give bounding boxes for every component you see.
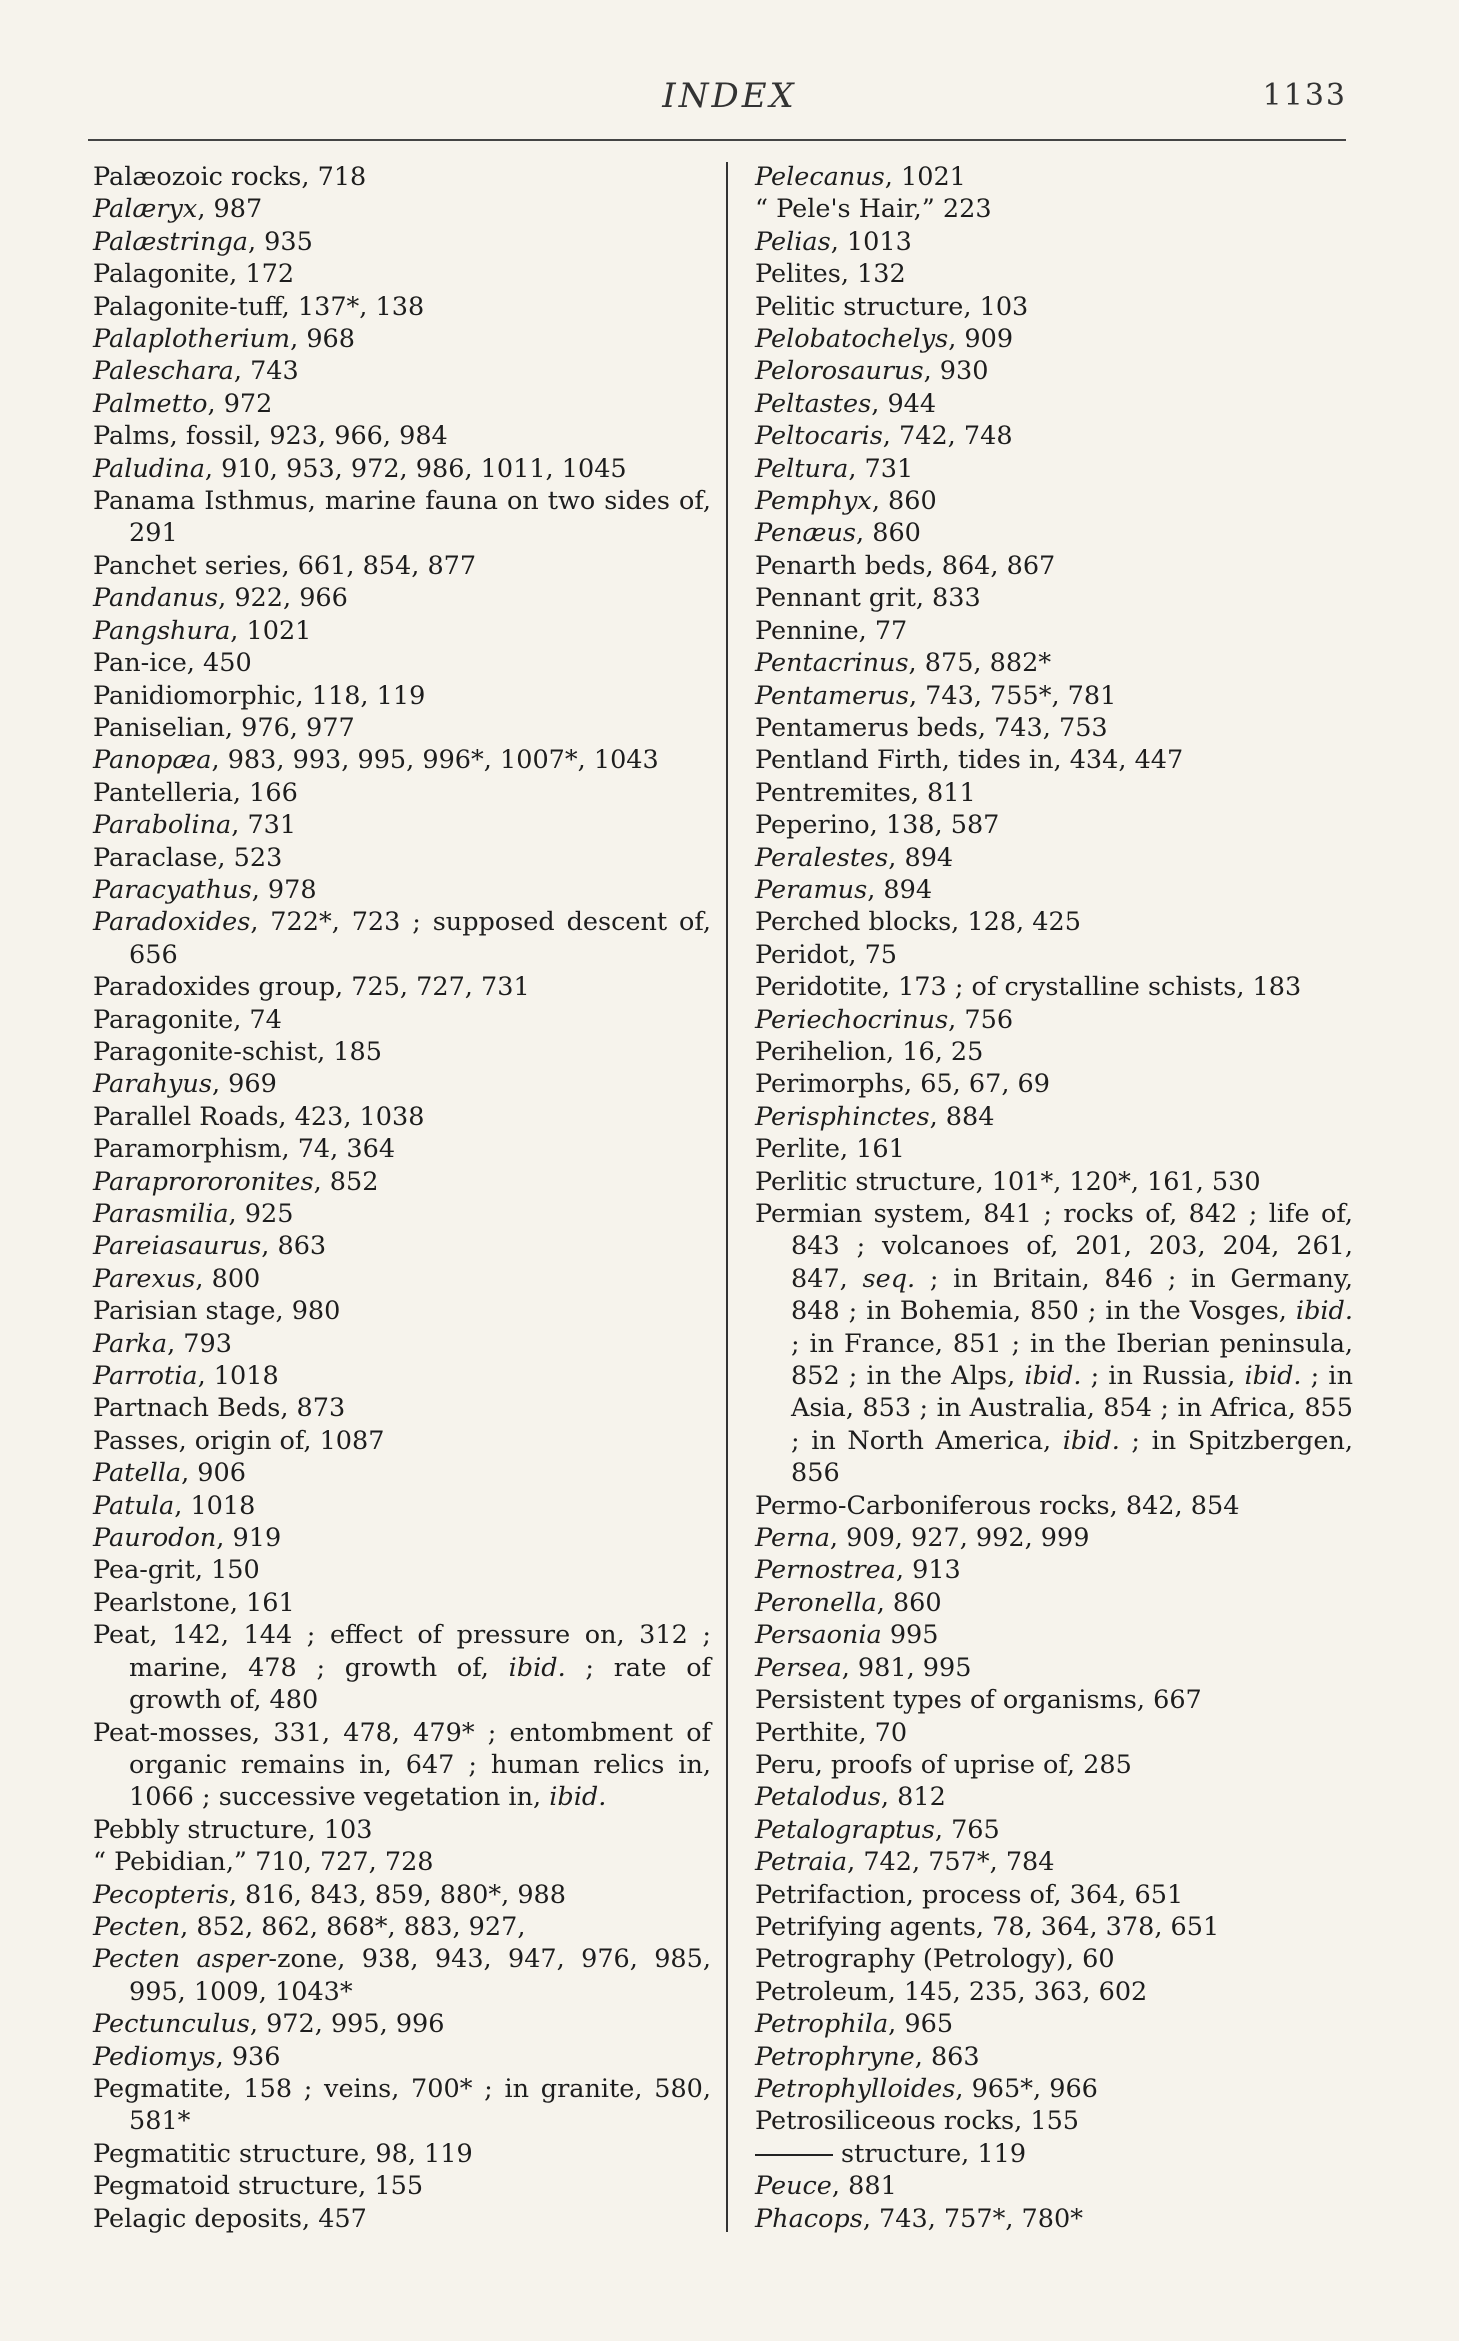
index-entry: [93, 842, 711, 874]
index-entry: [93, 323, 711, 355]
entry-text: , 742, 757*, 784: [847, 1847, 1055, 1878]
index-entry: [755, 1652, 1353, 1684]
italic-term: Petraia: [755, 1847, 848, 1878]
italic-term: Palmetto: [93, 388, 208, 419]
page-number: 1133: [1262, 78, 1347, 113]
italic-term: Paurodon: [93, 1523, 217, 1554]
italic-term: Penæus: [755, 518, 857, 549]
index-entry: [755, 1911, 1353, 1943]
header-rule: [88, 139, 1346, 141]
entry-text: , 863: [914, 2041, 980, 2072]
entry-text: , 731: [231, 810, 297, 841]
entry-text: , 800: [195, 1263, 261, 1294]
italic-term: Palæryx: [93, 194, 198, 225]
italic-term: Paraprororonites: [93, 1166, 314, 1197]
italic-term: Parabolina: [93, 810, 232, 841]
entry-text: Peat-mosses, 331, 478, 479* ; entombment of organic remains in, 647 ; human relics in, 1066 ; successive vegetation in,: [93, 1717, 711, 1813]
index-entry: [93, 906, 711, 971]
entry-text: , 972, 995, 996: [249, 2009, 445, 2040]
index-entry: [755, 161, 1353, 193]
entry-text: , 743: [233, 356, 299, 387]
italic-term: Palæstringa: [93, 226, 248, 257]
entry-text: Perimorphs, 65, 67, 69: [755, 1069, 1050, 1100]
index-entry: [93, 1263, 711, 1295]
entry-text: Paramorphism, 74, 364: [93, 1134, 396, 1165]
index-entry: [755, 842, 1353, 874]
index-entry: [93, 647, 711, 679]
entry-text: Paradoxides group, 725, 727, 731: [93, 972, 530, 1003]
index-entry: [755, 2008, 1353, 2040]
index-entry: [755, 1522, 1353, 1554]
entry-text: , 765: [934, 1814, 1000, 1845]
italic-term: Patula: [93, 1490, 175, 1521]
entry-text: , 978: [251, 874, 317, 905]
entry-text: , 743, 755*, 781: [908, 680, 1117, 711]
entry-text: , 965: [888, 2009, 954, 2040]
index-entry: [755, 615, 1353, 647]
entry-text: , 875, 882*: [908, 648, 1052, 679]
index-entry: [755, 777, 1353, 809]
entry-text: Pearlstone, 161: [93, 1587, 295, 1618]
entry-text: Paniselian, 976, 977: [93, 712, 355, 743]
entry-text: -zone, 938, 943, 947, 976, 985, 995, 1009, 1043*: [129, 1944, 711, 2007]
index-entry: [93, 485, 711, 550]
index-entry: [755, 2105, 1353, 2137]
entry-text: 995: [881, 1620, 939, 1651]
entry-text: Perched blocks, 128, 425: [755, 907, 1081, 938]
entry-text: Pan-ice, 450: [93, 648, 252, 679]
index-entry: [755, 1717, 1353, 1749]
italic-term: Parka: [93, 1328, 168, 1359]
index-entry: [755, 809, 1353, 841]
italic-term: Paracyathus: [93, 874, 252, 905]
index-entry: [755, 420, 1353, 452]
running-head-title: INDEX: [662, 76, 797, 116]
index-entry: [93, 1814, 711, 1846]
entry-text: Petrosiliceous rocks, 155: [755, 2106, 1080, 2137]
italic-term: ibid.: [1062, 1425, 1120, 1456]
index-entry: [755, 1036, 1353, 1068]
entry-text: Perihelion, 16, 25: [755, 1036, 984, 1067]
index-entry: [93, 258, 711, 290]
entry-text: , 965*, 966: [955, 2073, 1098, 2104]
ditto-dash: [755, 2154, 833, 2156]
italic-term: ibid.: [508, 1652, 566, 1683]
entry-text: , 722*, 723 ; supposed descent of, 656: [129, 907, 711, 970]
index-entry: [755, 193, 1353, 225]
italic-term: Pentamerus: [755, 680, 909, 711]
index-entry: [755, 323, 1353, 355]
index-column-right: [755, 161, 1353, 2235]
entry-text: , 981, 995: [841, 1652, 972, 1683]
entry-text: structure, 119: [841, 2138, 1027, 2169]
entry-text: , 1021: [884, 162, 966, 192]
index-entry: [93, 2170, 711, 2202]
index-entry: [93, 226, 711, 258]
index-entry: [755, 291, 1353, 323]
entry-text: Pelagic deposits, 457: [93, 2203, 367, 2234]
italic-term: Pernostrea: [755, 1555, 896, 1586]
index-entry: [755, 1879, 1353, 1911]
italic-term: Palaplotherium: [93, 324, 291, 355]
italic-term: Pelias: [755, 226, 831, 257]
index-entry: [93, 1717, 711, 1814]
index-entry: [93, 615, 711, 647]
italic-term: Persea: [755, 1652, 842, 1683]
index-entry: [93, 809, 711, 841]
index-entry: [93, 1068, 711, 1100]
index-entry: [755, 2203, 1353, 2235]
entry-text: Petrifaction, process of, 364, 651: [755, 1879, 1184, 1910]
italic-term: Petalodus: [755, 1782, 881, 1813]
italic-term: Pecten: [93, 1911, 181, 1942]
italic-term: Pecopteris: [93, 1879, 229, 1910]
entry-text: , 987: [197, 194, 263, 225]
italic-term: Pelorosaurus: [755, 356, 924, 387]
entry-text: , 910, 953, 972, 986, 1011, 1045: [204, 453, 627, 484]
entry-text: , 1013: [830, 226, 912, 257]
entry-text: “ Pebidian,” 710, 727, 728: [93, 1847, 434, 1878]
entry-text: Pennine, 77: [755, 615, 908, 646]
entry-text: , 935: [247, 226, 313, 257]
entry-text: Perlite, 161: [755, 1134, 905, 1165]
entry-text: , 972: [207, 388, 273, 419]
italic-term: Pediomys: [93, 2041, 216, 2072]
italic-term: Pangshura: [93, 615, 231, 646]
italic-term: Petalograptus: [755, 1814, 935, 1845]
italic-term: Paradoxides: [93, 907, 251, 938]
index-entry: [93, 777, 711, 809]
index-entry: [93, 1879, 711, 1911]
index-entry: [755, 1198, 1353, 1490]
index-entry: [755, 1943, 1353, 1975]
entry-text: Panama Isthmus, marine fauna on two sides of, 291: [93, 486, 711, 549]
index-entry: [93, 2008, 711, 2040]
index-entry: [93, 1328, 711, 1360]
index-entry: [755, 1749, 1353, 1781]
index-entry: [93, 1522, 711, 1554]
entry-text: , 894: [867, 874, 933, 905]
index-entry: [93, 744, 711, 776]
entry-text: Perthite, 70: [755, 1717, 908, 1748]
entry-text: Pentland Firth, tides in, 434, 447: [755, 745, 1184, 776]
italic-term: Petrophylloides: [755, 2073, 956, 2104]
index-entry: [755, 1814, 1353, 1846]
entry-text: , 919: [216, 1523, 282, 1554]
italic-term: Pemphyx: [755, 486, 872, 517]
entry-text: , 881: [831, 2171, 897, 2202]
italic-term: ibid.: [1295, 1296, 1353, 1327]
entry-text: , 860: [871, 486, 937, 517]
index-entry: [755, 680, 1353, 712]
index-entry: [755, 355, 1353, 387]
index-entry: [93, 161, 711, 193]
index-entry: [755, 550, 1353, 582]
italic-term: Paleschara: [93, 356, 234, 387]
italic-term: Peltocaris: [755, 421, 883, 452]
index-entry: [755, 1490, 1353, 1522]
index-entry: [93, 1457, 711, 1489]
italic-term: Parasmilia: [93, 1199, 229, 1229]
entry-text: ; in Spitzbergen, 856: [791, 1425, 1353, 1489]
index-entry: [755, 939, 1353, 971]
entry-text: , 922, 966: [218, 583, 348, 614]
index-entry: [93, 1166, 711, 1198]
entry-text: , 913: [895, 1555, 961, 1586]
entry-text: Parisian stage, 980: [93, 1296, 341, 1327]
entry-text: , 1018: [174, 1490, 256, 1521]
italic-term: Peralestes: [755, 842, 889, 873]
italic-term: Pandanus: [93, 583, 219, 614]
entry-text: Pantelleria, 166: [93, 777, 298, 808]
entry-text: , 812: [880, 1782, 946, 1813]
entry-text: Peridotite, 173 ; of crystalline schists, 183: [755, 972, 1302, 1003]
index-entry: [93, 582, 711, 614]
italic-term: Paludina: [93, 453, 205, 484]
italic-term: Peltura: [755, 453, 849, 484]
index-entry: [755, 712, 1353, 744]
italic-term: Petrophila: [755, 2009, 889, 2040]
index-entry: [755, 971, 1353, 1003]
italic-term: Pelobatochelys: [755, 324, 949, 355]
italic-term: Panopæa: [93, 745, 212, 776]
index-entry: [755, 517, 1353, 549]
entry-text: , 925: [228, 1199, 294, 1229]
italic-term: Peltastes: [755, 388, 872, 419]
italic-term: Persaonia: [755, 1620, 882, 1651]
entry-text: Peru, proofs of uprise of, 285: [755, 1749, 1132, 1780]
entry-text: Pelitic structure, 103: [755, 291, 1029, 322]
italic-term: Petrophryne: [755, 2041, 915, 2072]
index-entry: [755, 258, 1353, 290]
entry-text: “ Pele's Hair,” 223: [755, 194, 992, 225]
entry-text: Partnach Beds, 873: [93, 1393, 346, 1424]
entry-text: , 743, 757*, 780*: [862, 2203, 1083, 2234]
index-entry: [93, 1619, 711, 1716]
entry-text: Paragonite, 74: [93, 1004, 282, 1035]
index-entry: [93, 971, 711, 1003]
index-entry: [93, 1295, 711, 1327]
entry-text: Permian system, 841 ; rocks of, 842 ; life of, 843 ; volcanoes of, 201, 203, 204, 261, 847,: [755, 1199, 1353, 1294]
index-entry: [755, 2073, 1353, 2105]
italic-term: Perisphinctes: [755, 1101, 930, 1132]
italic-term: Peramus: [755, 874, 868, 905]
entry-text: , 969: [211, 1069, 277, 1100]
index-entry: [755, 1554, 1353, 1586]
entry-text: Palagonite-tuff, 137*, 138: [93, 291, 425, 322]
index-entry: [93, 550, 711, 582]
index-entry: [93, 1360, 711, 1392]
index-entry: [755, 1846, 1353, 1878]
index-entry: [755, 1166, 1353, 1198]
index-entry: [93, 1392, 711, 1424]
italic-term: seq.: [862, 1263, 916, 1294]
index-entry: [93, 193, 711, 225]
index-entry: [93, 1198, 711, 1230]
index-entry: [755, 1068, 1353, 1100]
italic-term: Phacops: [755, 2203, 863, 2234]
entry-text: , 793: [167, 1328, 232, 1359]
entry-text: Peat, 142, 144 ; effect of pressure on, 312 ; marine, 478 ; growth of,: [93, 1620, 711, 1683]
italic-term: Periechocrinus: [755, 1004, 949, 1035]
entry-text: Peridot, 75: [755, 939, 898, 970]
index-entry: [755, 1587, 1353, 1619]
entry-text: Petrifying agents, 78, 364, 378, 651: [755, 1911, 1220, 1942]
index-entry: [755, 2041, 1353, 2073]
italic-term: Pectunculus: [93, 2009, 250, 2040]
entry-text: Pegmatoid structure, 155: [93, 2171, 424, 2202]
index-entry: [755, 874, 1353, 906]
index-entry: [93, 1101, 711, 1133]
entry-text: Pelites, 132: [755, 259, 906, 290]
entry-text: Pebbly structure, 103: [93, 1814, 373, 1845]
index-entry: [93, 2073, 711, 2138]
entry-text: ; rate of growth of, 480: [129, 1652, 711, 1716]
column-divider: [726, 162, 728, 2232]
entry-text: Panchet series, 661, 854, 877: [93, 550, 477, 581]
entry-text: Paragonite-schist, 185: [93, 1036, 382, 1067]
entry-text: , 884: [929, 1101, 995, 1132]
entry-text: Palæozoic rocks, 718: [93, 162, 367, 192]
index-entry: [755, 2170, 1353, 2202]
entry-text: Pennant grit, 833: [755, 583, 981, 614]
entry-text: , 909: [948, 324, 1014, 355]
entry-text: Paraclase, 523: [93, 842, 283, 873]
index-entry: [755, 453, 1353, 485]
index-entry: [755, 1619, 1353, 1651]
entry-text: ; in Britain, 846 ; in Germany, 848 ; in Bohemia, 850 ; in the Vosges,: [791, 1263, 1353, 1327]
entry-text: Permo-Carboniferous rocks, 842, 854: [755, 1490, 1240, 1521]
entry-text: Petroleum, 145, 235, 363, 602: [755, 1976, 1148, 2007]
entry-text: , 930: [923, 356, 989, 387]
italic-term: Parrotia: [93, 1361, 198, 1392]
index-entry: [93, 1846, 711, 1878]
index-entry: [93, 388, 711, 420]
index-entry: [755, 485, 1353, 517]
index-entry: [93, 680, 711, 712]
italic-term: Parexus: [93, 1263, 196, 1294]
italic-term: ibid.: [1024, 1361, 1082, 1392]
index-entry: [755, 1133, 1353, 1165]
index-entry: [755, 388, 1353, 420]
index-entry: [93, 1943, 711, 2008]
index-entry: [93, 1230, 711, 1262]
entry-text: , 944: [871, 388, 937, 419]
entry-text: ; in Russia,: [1081, 1361, 1245, 1392]
entry-text: ; in Asia, 853 ; in Australia, 854 ; in Africa, 855 ; in North America,: [791, 1361, 1353, 1456]
entry-text: Penarth beds, 864, 867: [755, 550, 1056, 581]
index-entry: [93, 1490, 711, 1522]
index-entry: [93, 1425, 711, 1457]
entry-text: , 909, 927, 992, 999: [829, 1523, 1090, 1554]
entry-text: ; in France, 851 ; in the Iberian peninsula, 852 ; in the Alps,: [791, 1328, 1353, 1392]
index-entry: [93, 1554, 711, 1586]
italic-term: Peronella: [755, 1587, 877, 1618]
entry-text: Palagonite, 172: [93, 259, 295, 290]
index-entry: [755, 906, 1353, 938]
entry-text: , 894: [888, 842, 954, 873]
entry-text: Parallel Roads, 423, 1038: [93, 1101, 425, 1132]
italic-term: Pecten asper: [93, 1944, 269, 1975]
index-entry: [93, 291, 711, 323]
italic-term: Parahyus: [93, 1069, 212, 1100]
entry-text: , 756: [948, 1004, 1014, 1035]
index-entry: [755, 582, 1353, 614]
index-entry: [93, 874, 711, 906]
entry-text: , 1021: [230, 615, 312, 646]
entry-text: , 863: [261, 1231, 327, 1262]
entry-text: , 742, 748: [882, 421, 1013, 452]
italic-term: ibid.: [1244, 1361, 1302, 1392]
entry-text: , 906: [181, 1458, 246, 1489]
entry-text: , 936: [215, 2041, 281, 2072]
entry-text: , 852, 862, 868*, 883, 927,: [180, 1911, 526, 1942]
index-entry: [755, 647, 1353, 679]
entry-text: , 1018: [197, 1361, 279, 1392]
italic-term: Pelecanus: [755, 162, 885, 192]
index-entry: [93, 2138, 711, 2170]
entry-text: , 968: [290, 324, 356, 355]
entry-text: Pegmatite, 158 ; veins, 700* ; in granite, 580, 581*: [93, 2073, 711, 2137]
italic-term: Perna: [755, 1523, 830, 1554]
index-entry: [93, 1133, 711, 1165]
entry-text: Peperino, 138, 587: [755, 810, 1000, 841]
entry-text: , 816, 843, 859, 880*, 988: [228, 1879, 567, 1910]
entry-text: Petrography (Petrology), 60: [755, 1944, 1115, 1975]
entry-text: , 852: [313, 1166, 379, 1197]
entry-text: Perlitic structure, 101*, 120*, 161, 530: [755, 1166, 1261, 1197]
italic-term: Patella: [93, 1458, 182, 1489]
index-entry: [93, 1004, 711, 1036]
index-entry: [755, 1684, 1353, 1716]
entry-text: Persistent types of organisms, 667: [755, 1685, 1202, 1716]
index-entry: [93, 2203, 711, 2235]
entry-text: , 731: [848, 453, 914, 484]
index-entry: [755, 226, 1353, 258]
index-entry: [755, 1004, 1353, 1036]
entry-text: Pentamerus beds, 743, 753: [755, 712, 1108, 743]
index-entry: [93, 453, 711, 485]
index-entry: [755, 1101, 1353, 1133]
entry-text: Pea-grit, 150: [93, 1555, 260, 1586]
italic-term: Pareiasaurus: [93, 1231, 262, 1262]
index-column-left: [93, 161, 711, 2235]
index-entry: [755, 744, 1353, 776]
entry-text: Palms, fossil, 923, 966, 984: [93, 421, 448, 452]
index-entry: [93, 1587, 711, 1619]
italic-term: Pentacrinus: [755, 648, 909, 679]
index-entry: [93, 420, 711, 452]
index-entry: [755, 2138, 1353, 2170]
entry-text: Pegmatitic structure, 98, 119: [93, 2138, 473, 2169]
entry-text: , 983, 993, 995, 996*, 1007*, 1043: [211, 745, 659, 776]
entry-text: , 860: [876, 1587, 942, 1618]
entry-text: Passes, origin of, 1087: [93, 1425, 385, 1456]
italic-term: Peuce: [755, 2171, 832, 2202]
index-entry: [755, 1781, 1353, 1813]
index-entry: [93, 1911, 711, 1943]
index-entry: [93, 712, 711, 744]
entry-text: Panidiomorphic, 118, 119: [93, 680, 426, 711]
entry-text: , 860: [856, 518, 921, 549]
index-entry: [755, 1976, 1353, 2008]
index-entry: [93, 355, 711, 387]
italic-term: ibid.: [549, 1782, 607, 1813]
entry-text: Pentremites, 811: [755, 777, 976, 808]
index-entry: [93, 2041, 711, 2073]
index-entry: [93, 1036, 711, 1068]
